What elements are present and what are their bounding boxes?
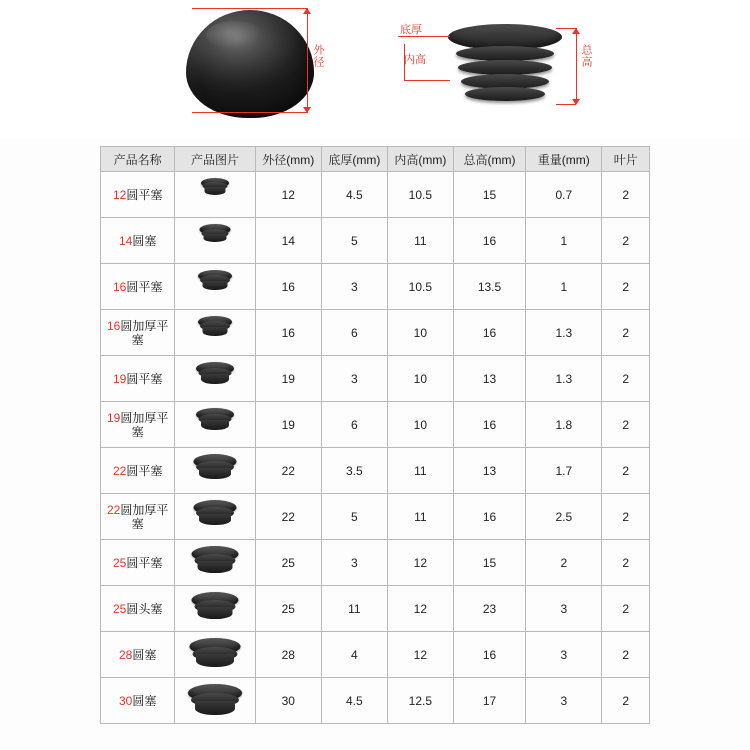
product-type-text: 圆塞: [132, 647, 157, 662]
cell-outer-diameter: 30: [255, 678, 321, 724]
cell-leaf: 2: [602, 678, 650, 724]
cell-product-name: [101, 448, 175, 494]
table-row: [101, 540, 650, 586]
cell-weight: 1.7: [526, 448, 602, 494]
cell-leaf: 2: [602, 586, 650, 632]
cell-leaf: 2: [602, 540, 650, 586]
header-inner-height: 内高(mm): [387, 147, 453, 172]
thumbnail-body: [201, 420, 229, 430]
table-row: [101, 218, 650, 264]
product-size-number: 16: [112, 279, 127, 294]
cell-product-name: [101, 172, 175, 218]
bottom-thickness-label: 底厚: [400, 24, 422, 36]
thumbnail-body: [203, 327, 228, 336]
product-size-number: 19: [112, 371, 127, 386]
cell-bottom-thickness: 6: [321, 402, 387, 448]
product-type-text: 圆加厚平塞: [120, 502, 169, 531]
table-row: [101, 172, 650, 218]
cell-inner-height: 12.5: [387, 678, 453, 724]
total-height-label: 总高: [580, 44, 592, 68]
cell-outer-diameter: 19: [255, 356, 321, 402]
od-dim-top-line: [192, 8, 308, 9]
thumbnail-body: [199, 468, 231, 479]
cell-product-name: [101, 632, 175, 678]
header-bottom-thickness: 底厚(mm): [321, 147, 387, 172]
total-height-arrow-down: [572, 99, 580, 105]
od-dim-vertical-line: [307, 8, 308, 112]
cell-outer-diameter: 22: [255, 448, 321, 494]
cell-outer-diameter: 25: [255, 586, 321, 632]
cell-total-height: 16: [453, 494, 525, 540]
round-plug-dome-image: [186, 10, 314, 118]
cell-inner-height: 11: [387, 448, 453, 494]
cell-total-height: 15: [453, 540, 525, 586]
table-row: [101, 402, 650, 448]
product-size-number: 25: [112, 601, 127, 616]
cell-bottom-thickness: 5: [321, 218, 387, 264]
cell-bottom-thickness: 4.5: [321, 678, 387, 724]
cell-product-image: [175, 678, 255, 724]
cell-total-height: 17: [453, 678, 525, 724]
cell-inner-height: 10.5: [387, 264, 453, 310]
product-thumbnail: [184, 498, 246, 536]
cell-outer-diameter: 16: [255, 310, 321, 356]
hero-illustrations: [0, 0, 750, 138]
table-row: [101, 678, 650, 724]
table-row: [101, 586, 650, 632]
cell-bottom-thickness: 11: [321, 586, 387, 632]
cell-weight: 3: [526, 678, 602, 724]
cell-weight: 3: [526, 586, 602, 632]
cell-outer-diameter: 14: [255, 218, 321, 264]
cell-total-height: 16: [453, 402, 525, 448]
cell-outer-diameter: 16: [255, 264, 321, 310]
cell-inner-height: 11: [387, 218, 453, 264]
product-thumbnail: [184, 682, 246, 720]
cell-bottom-thickness: 5: [321, 494, 387, 540]
header-outer-diameter: 外径(mm): [255, 147, 321, 172]
cell-leaf: 2: [602, 448, 650, 494]
cell-product-name: [101, 356, 175, 402]
thumbnail-body: [195, 701, 235, 715]
cell-weight: 2.5: [526, 494, 602, 540]
cell-inner-height: 10: [387, 402, 453, 448]
product-size-number: 19: [106, 410, 121, 425]
cell-product-name: [101, 402, 175, 448]
product-size-number: 22: [106, 502, 121, 517]
product-size-number: 25: [112, 555, 127, 570]
inner-height-leader: [404, 80, 450, 81]
table-row: [101, 494, 650, 540]
cell-product-image: [175, 218, 255, 264]
thumbnail-body: [204, 234, 227, 242]
cell-product-image: [175, 586, 255, 632]
cell-weight: 1.3: [526, 310, 602, 356]
cell-bottom-thickness: 3: [321, 264, 387, 310]
product-size-number: 16: [106, 318, 121, 333]
cell-outer-diameter: 12: [255, 172, 321, 218]
cell-leaf: 2: [602, 402, 650, 448]
cell-inner-height: 12: [387, 632, 453, 678]
cell-outer-diameter: 19: [255, 402, 321, 448]
plug-rib: [458, 60, 552, 75]
product-size-number: 22: [112, 463, 127, 478]
product-thumbnail: [184, 314, 246, 352]
cell-leaf: 2: [602, 494, 650, 540]
cell-leaf: 2: [602, 356, 650, 402]
product-type-text: 圆平塞: [126, 463, 163, 478]
header-product-name: 产品名称: [101, 147, 175, 172]
product-thumbnail: [184, 544, 246, 582]
product-type-text: 圆头塞: [126, 601, 163, 616]
bottom-thickness-leader: [398, 36, 450, 37]
spec-table: [100, 146, 650, 724]
thumbnail-body: [196, 654, 234, 667]
cell-bottom-thickness: 3: [321, 540, 387, 586]
table-body: [101, 172, 650, 724]
product-thumbnail: [184, 590, 246, 628]
product-thumbnail: [184, 268, 246, 306]
cell-inner-height: 10: [387, 356, 453, 402]
cell-inner-height: 11: [387, 494, 453, 540]
cell-weight: 3: [526, 632, 602, 678]
cell-product-image: [175, 540, 255, 586]
cell-bottom-thickness: 4.5: [321, 172, 387, 218]
product-type-text: 圆平塞: [126, 187, 163, 202]
cell-product-image: [175, 356, 255, 402]
product-photo-top-view: [186, 6, 316, 126]
cell-weight: 1.8: [526, 402, 602, 448]
cell-leaf: 2: [602, 310, 650, 356]
table-row: [101, 310, 650, 356]
product-type-text: 圆平塞: [126, 555, 163, 570]
cell-outer-diameter: 25: [255, 540, 321, 586]
cell-weight: 0.7: [526, 172, 602, 218]
header-leaf: 叶片: [602, 147, 650, 172]
product-thumbnail: [184, 176, 246, 214]
cell-weight: 1: [526, 264, 602, 310]
product-thumbnail: [184, 452, 246, 490]
cell-product-image: [175, 402, 255, 448]
table-row: [101, 448, 650, 494]
od-arrow-up: [303, 8, 311, 14]
cell-product-image: [175, 264, 255, 310]
cell-leaf: 2: [602, 264, 650, 310]
round-plug-side-image: [448, 24, 562, 110]
product-thumbnail: [184, 222, 246, 260]
table-row: [101, 264, 650, 310]
cell-product-image: [175, 494, 255, 540]
cell-total-height: 13.5: [453, 264, 525, 310]
cell-product-name: [101, 310, 175, 356]
product-type-text: 圆塞: [132, 233, 157, 248]
cell-bottom-thickness: 3.5: [321, 448, 387, 494]
cell-outer-diameter: 22: [255, 494, 321, 540]
cell-weight: 1: [526, 218, 602, 264]
od-arrow-down: [303, 107, 311, 113]
product-size-number: 12: [112, 187, 127, 202]
total-height-arrow-up: [572, 28, 580, 34]
outer-diameter-label: 外径: [312, 44, 324, 68]
cell-total-height: 16: [453, 310, 525, 356]
plug-ribs: [456, 38, 554, 100]
plug-rib: [456, 46, 554, 61]
cell-total-height: 16: [453, 632, 525, 678]
cell-product-image: [175, 632, 255, 678]
thumbnail-body: [198, 607, 233, 619]
product-type-text: 圆平塞: [126, 279, 163, 294]
header-weight: 重量(mm): [526, 147, 602, 172]
cell-product-name: [101, 218, 175, 264]
cell-product-name: [101, 264, 175, 310]
thumbnail-body: [205, 187, 226, 195]
thumbnail-body: [201, 374, 229, 384]
cell-bottom-thickness: 4: [321, 632, 387, 678]
cell-product-image: [175, 310, 255, 356]
cell-total-height: 16: [453, 218, 525, 264]
total-height-line: [576, 28, 577, 104]
inner-height-label: 内高: [404, 54, 426, 66]
cell-product-name: [101, 678, 175, 724]
cell-weight: 1.3: [526, 356, 602, 402]
product-thumbnail: [184, 636, 246, 674]
cell-inner-height: 12: [387, 586, 453, 632]
thumbnail-body: [198, 561, 233, 573]
thumbnail-body: [203, 281, 228, 290]
cell-total-height: 23: [453, 586, 525, 632]
table-row: [101, 632, 650, 678]
product-size-number: 14: [118, 233, 133, 248]
product-type-text: 圆加厚平塞: [120, 410, 169, 439]
cell-outer-diameter: 28: [255, 632, 321, 678]
product-size-number: 28: [118, 647, 133, 662]
cell-inner-height: 10.5: [387, 172, 453, 218]
product-thumbnail: [184, 406, 246, 444]
product-thumbnail: [184, 360, 246, 398]
cell-total-height: 15: [453, 172, 525, 218]
cell-total-height: 13: [453, 448, 525, 494]
header-product-image: 产品图片: [175, 147, 255, 172]
thumbnail-body: [199, 514, 231, 525]
cell-total-height: 13: [453, 356, 525, 402]
cell-product-name: [101, 586, 175, 632]
cell-product-name: [101, 494, 175, 540]
product-type-text: 圆塞: [132, 693, 157, 708]
cell-leaf: 2: [602, 218, 650, 264]
header-total-height: 总高(mm): [453, 147, 525, 172]
plug-rib: [465, 87, 545, 101]
cell-bottom-thickness: 6: [321, 310, 387, 356]
table-row: [101, 356, 650, 402]
cell-product-name: [101, 540, 175, 586]
cell-product-image: [175, 448, 255, 494]
table-header-row: [101, 147, 650, 172]
product-type-text: 圆平塞: [126, 371, 163, 386]
cell-leaf: 2: [602, 632, 650, 678]
cell-product-image: [175, 172, 255, 218]
cell-leaf: 2: [602, 172, 650, 218]
cell-inner-height: 10: [387, 310, 453, 356]
od-dim-bottom-line: [192, 112, 308, 113]
product-type-text: 圆加厚平塞: [120, 318, 169, 347]
cell-bottom-thickness: 3: [321, 356, 387, 402]
cell-weight: 2: [526, 540, 602, 586]
product-size-number: 30: [118, 693, 133, 708]
cell-inner-height: 12: [387, 540, 453, 586]
spec-table-wrapper: [100, 146, 650, 724]
